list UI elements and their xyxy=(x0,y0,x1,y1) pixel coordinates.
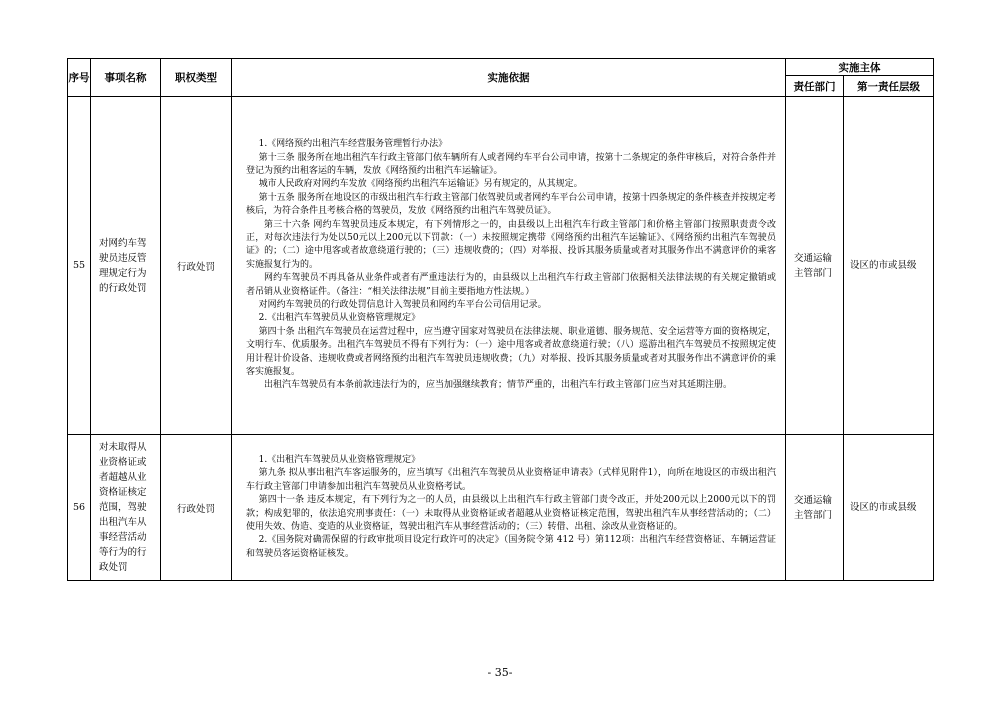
basis-paragraph: 第四十一条 违反本规定，有下列行为之一的人员，由县级以上出租汽车行政主管部门责令改正，并处200元以上2000元以下的罚款；构成犯罪的，依法追究刑事责任：（一）未取得从业资格证或者超越从业资格证核定范围，驾驶出租汽车从事经营活动的；（二）使用失效、伪造、变造的从业资格证，驾驶出租汽车从事经营活动的；（三）转借、出租、涂改从业资格证的。 xyxy=(246,495,776,532)
basis-paragraph: 第十五条 服务所在地设区的市级出租汽车行政主管部门依驾驶员或者网约车平台公司申请，按第十四条规定的条件核查并按规定考核后，为符合条件且考核合格的驾驶员，发放《网络预约出租汽车驾驶员证》。 xyxy=(246,192,776,217)
header-level: 第一责任层级 xyxy=(844,76,934,97)
basis-paragraph: 1.《出租汽车驾驶员从业资格管理规定》 xyxy=(258,454,421,465)
basis-paragraph: 第四十条 出租汽车驾驶员在运营过程中，应当遵守国家对驾驶员在法律法规、职业道德、服务规范、安全运营等方面的资格规定，文明行车、优质服务。出租汽车驾驶员不得有下列行为：（一）途中甩客或者故意绕道行驶；（八）巡游出租汽车驾驶员不按照规定使用计程计价设备、违规收费或者网络预约出租汽车驾驶员违规收费；（九）对举报、投诉其服务质量或者对其服务作出不满意评价的乘客实施报复。 xyxy=(246,326,776,378)
basis-cell xyxy=(232,97,786,435)
responsible-dept: 交通运输主管部门 xyxy=(786,97,844,435)
responsible-dept: 交通运输主管部门 xyxy=(786,435,844,581)
row-number: 56 xyxy=(68,435,91,581)
header-basis: 实施依据 xyxy=(232,59,786,97)
item-name: 对网约车驾驶员违反管理规定行为的行政处罚 xyxy=(91,97,161,435)
basis-paragraph: 对网约车驾驶员的行政处罚信息计入驾驶员和网约车平台公司信用记录。 xyxy=(258,300,547,311)
page-number: - 35- xyxy=(487,666,513,679)
header-subject: 实施主体 xyxy=(786,59,934,76)
basis-paragraph: 城市人民政府对网约车发放《网络预约出租汽车运输证》另有规定的，从其规定。 xyxy=(258,179,583,190)
table-row xyxy=(68,97,934,435)
table-row xyxy=(68,435,934,581)
basis-paragraph: 网约车驾驶员不再具备从业条件或者有严重违法行为的，由县级以上出租汽车行政主管部门依据相关法律法规的有关规定撤销或者吊销从业资格证件。（备注：“相关法律法规”目前主要指地方性法规。） xyxy=(246,273,776,297)
header-dept: 责任部门 xyxy=(786,76,844,97)
basis-paragraph: 第十三条 服务所在地出租汽车行政主管部门依车辆所有人或者网约车平台公司申请，按第十二条规定的条件审核后，对符合条件并登记为预约出租客运的车辆，发放《网络预约出租汽车运输证》。 xyxy=(246,152,776,176)
responsibility-level: 设区的市或县级 xyxy=(844,435,934,581)
header-seq: 序号 xyxy=(68,59,91,97)
basis-paragraph: 第三十六条 网约车驾驶员违反本规定，有下列情形之一的，由县级以上出租汽车行政主管部门和价格主管部门按照职责责令改正，对每次违法行为处以50元以上200元以下罚款：（一）未按照规定携带《网络预约出租汽车运输证》、《网络预约出租汽车驾驶员证》的；（二）途中甩客或者故意绕道行驶的；（三）违规收费的；（四）对举报、投诉其服务质量或者对其服务作出不满意评价的乘客实施报复行为的。 xyxy=(246,219,776,270)
header-power-type: 职权类型 xyxy=(161,59,232,97)
enforcement-table xyxy=(67,58,934,581)
basis-paragraph: 2.《国务院对确需保留的行政审批项目设定行政许可的决定》（国务院令第 412 号）第112项：出租汽车经营资格证、车辆运营证和驾驶员客运资格证核发。 xyxy=(246,535,776,559)
basis-paragraph: 出租汽车驾驶员有本条前款违法行为的，应当加强继续教育；情节严重的，出租汽车行政主管部门应当对其延期注册。 xyxy=(264,380,733,391)
basis-paragraph: 第九条 拟从事出租汽车客运服务的，应当填写《出租汽车驾驶员从业资格证申请表》（式样见附件1），向所在地设区的市级出租汽车行政主管部门申请参加出租汽车驾驶员从业资格考试。 xyxy=(246,468,776,492)
power-type: 行政处罚 xyxy=(161,435,232,581)
power-type: 行政处罚 xyxy=(161,97,232,435)
basis-cell xyxy=(232,435,786,581)
row-number: 55 xyxy=(68,97,91,435)
basis-paragraph: 2.《出租汽车驾驶员从业资格管理规定》 xyxy=(258,313,421,324)
responsibility-level: 设区的市或县级 xyxy=(844,97,934,435)
header-item-name: 事项名称 xyxy=(91,59,161,97)
basis-paragraph: 1.《网络预约出租汽车经营服务管理暂行办法》 xyxy=(258,139,448,150)
item-name: 对未取得从业资格证或者超越从业资格证核定范围，驾驶出租汽车从事经营活动等行为的行政处罚 xyxy=(91,435,161,581)
